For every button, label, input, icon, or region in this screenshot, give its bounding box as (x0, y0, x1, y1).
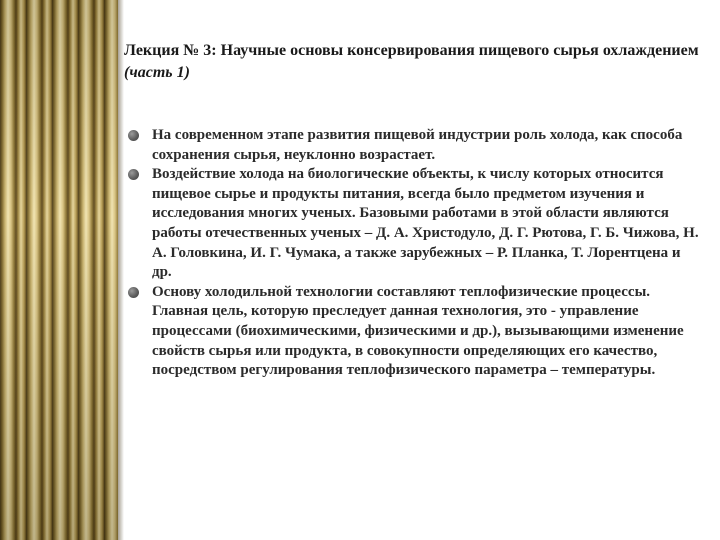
round-bullet-icon (128, 130, 139, 141)
bullet-text: Воздействие холода на биологические объекты, к числу которых относится пищевое сырье и продукты питания, всегда было предметом изучения и исследования многих ученых. Базовыми работами в этой области являются работы отечественных ученых – Д. А. Христодуло, Д. Г. Рютова, Г. Б. Чижова, Н. А. Головкина, И. Г. Чумака, а также зарубежных – Р. Планка, Т. Лорентцена и др. (152, 166, 699, 281)
round-bullet-icon (128, 287, 139, 298)
round-bullet-icon (128, 169, 139, 180)
bullet-list (128, 126, 702, 381)
slide-title-main: Лекция № 3: Научные основы консервирования пищевого сырья охлаждением (124, 42, 699, 59)
bullet-item (128, 165, 702, 283)
gold-striped-border (0, 0, 118, 540)
bullet-text: На современном этапе развития пищевой индустрии роль холода, как способа сохранения сырья, неуклонно возрастает. (152, 127, 683, 163)
slide-title (124, 40, 704, 84)
bullet-item (128, 126, 702, 165)
bullet-item (128, 283, 702, 381)
slide-title-part: (часть 1) (124, 64, 190, 81)
bullet-text: Основу холодильной технологии составляют теплофизические процессы. Главная цель, которую преследует данная технология, это - управление процессами (биохимическими, физическими и др.), вызывающими изменение свойств сырья или продукта, в совокупности определяющих его качество, посредством регулирования теплофизического параметра – температуры. (152, 283, 684, 379)
